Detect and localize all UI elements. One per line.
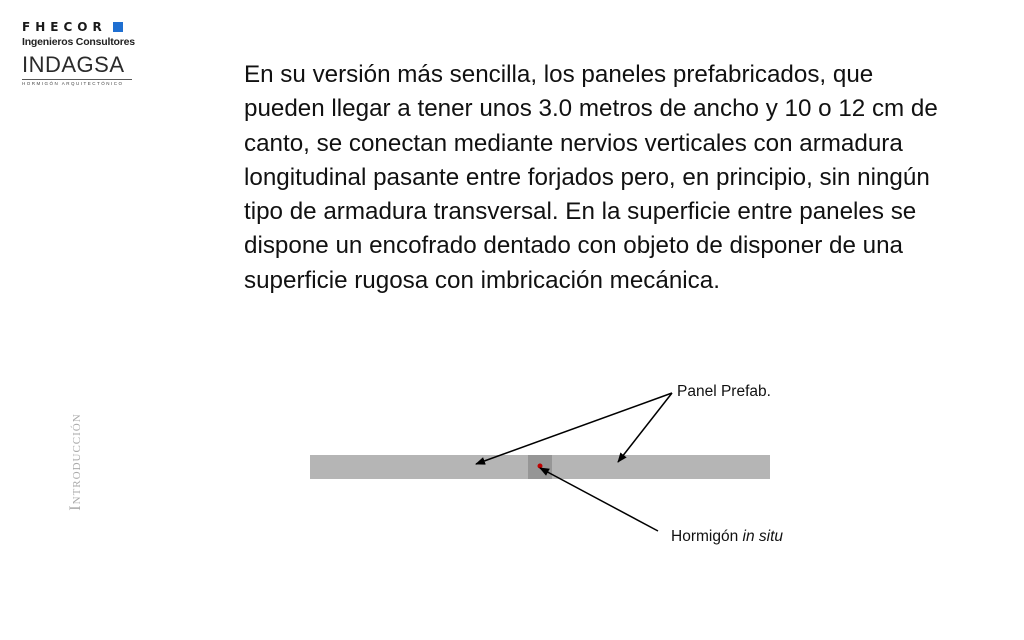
hormigon-text: Hormigón bbox=[671, 528, 739, 545]
arrow-panel-left bbox=[476, 393, 672, 464]
indagsa-subtitle: HORMIGÓN ARQUITECTÓNICO bbox=[22, 81, 124, 86]
prefab-panel-right bbox=[552, 455, 770, 479]
fhecor-subtitle: Ingenieros Consultores bbox=[22, 36, 135, 48]
prefab-panel-left bbox=[310, 455, 528, 479]
insitu-italic-text: in situ bbox=[742, 528, 784, 545]
section-label: Introducción bbox=[67, 413, 84, 511]
insitu-dot bbox=[538, 464, 543, 469]
fhecor-wordmark: FHECOR bbox=[22, 20, 107, 34]
hormigon-insitu-label bbox=[671, 525, 791, 549]
body-paragraph: En su versión más sencilla, los paneles prefabricados, que pueden llegar a tener unos 3.0 metros de ancho y 10 o 12 cm de canto, se conectan mediante nervios verticales con armadura longitudinal pasante entre forjados pero, en principio, sin ningún tipo de armadura transversal. En la superficie entre paneles se dispone un encofrado dentado con objeto de disponer de una superficie rugosa con imbricación mecánica. bbox=[244, 61, 938, 294]
indagsa-wordmark: INDAGSA bbox=[22, 52, 125, 77]
panel-prefab-label: Panel Prefab. bbox=[677, 383, 771, 400]
